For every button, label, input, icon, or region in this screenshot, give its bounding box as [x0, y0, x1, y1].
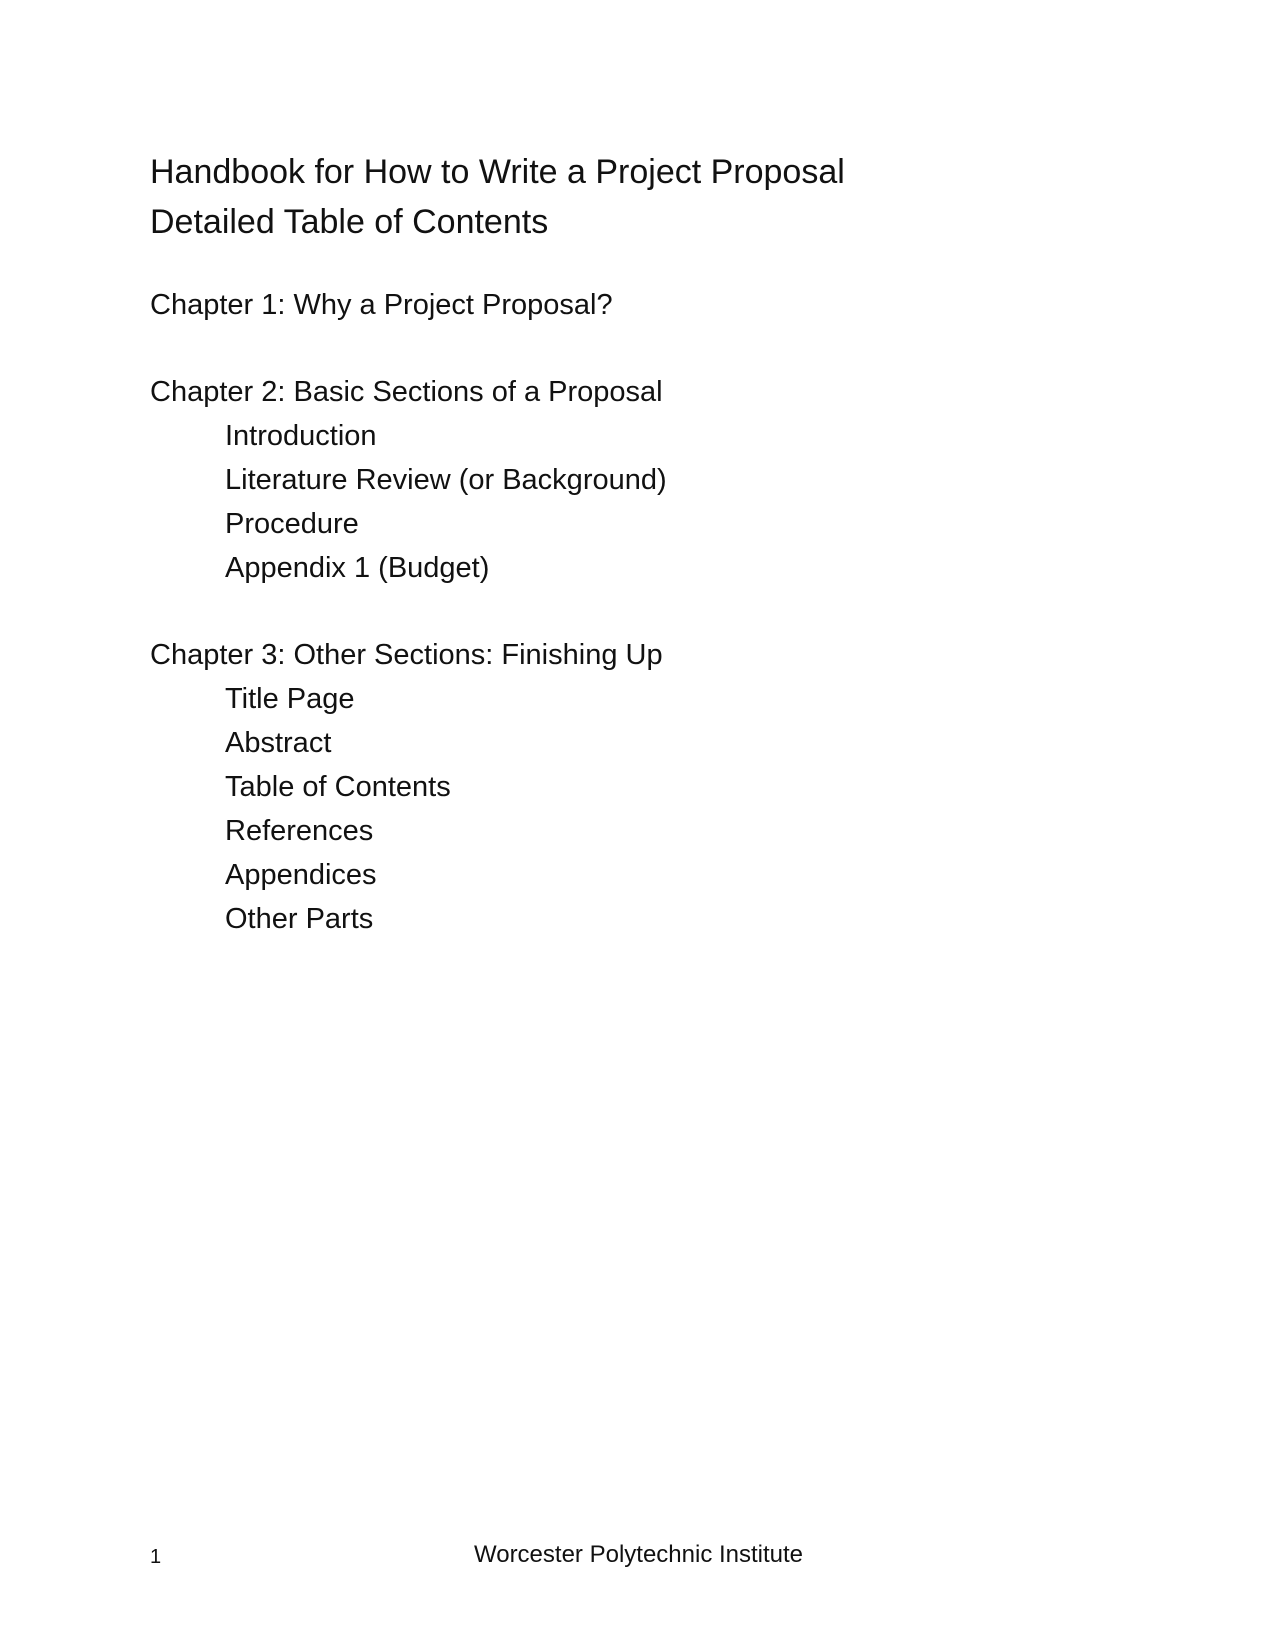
- chapter-1: [150, 283, 613, 327]
- section-item: Literature Review (or Background): [225, 464, 667, 496]
- section-item: Other Parts: [225, 903, 374, 935]
- chapter-heading: Chapter 1: Why a Project Proposal?: [150, 289, 613, 321]
- footer-institution: Worcester Polytechnic Institute: [474, 1541, 804, 1568]
- chapter-2: [150, 370, 667, 590]
- section-item: Appendices: [225, 859, 377, 891]
- document-title: Handbook for How to Write a Project Proposal: [150, 153, 845, 191]
- section-list: [150, 677, 663, 941]
- section-item: Introduction: [225, 420, 377, 452]
- chapter-heading: Chapter 3: Other Sections: Finishing Up: [150, 639, 663, 671]
- section-item: Abstract: [225, 727, 332, 759]
- document-subtitle: Detailed Table of Contents: [150, 203, 549, 241]
- section-item: Title Page: [225, 683, 355, 715]
- section-item: Procedure: [225, 508, 359, 540]
- section-item: Appendix 1 (Budget): [225, 552, 490, 584]
- chapter-heading: Chapter 2: Basic Sections of a Proposal: [150, 376, 663, 408]
- section-list: [150, 414, 667, 590]
- section-item: Table of Contents: [225, 771, 451, 803]
- section-item: References: [225, 815, 374, 847]
- footer-page-number: 1: [150, 1546, 162, 1568]
- chapter-3: [150, 633, 663, 941]
- title-block: [150, 147, 845, 247]
